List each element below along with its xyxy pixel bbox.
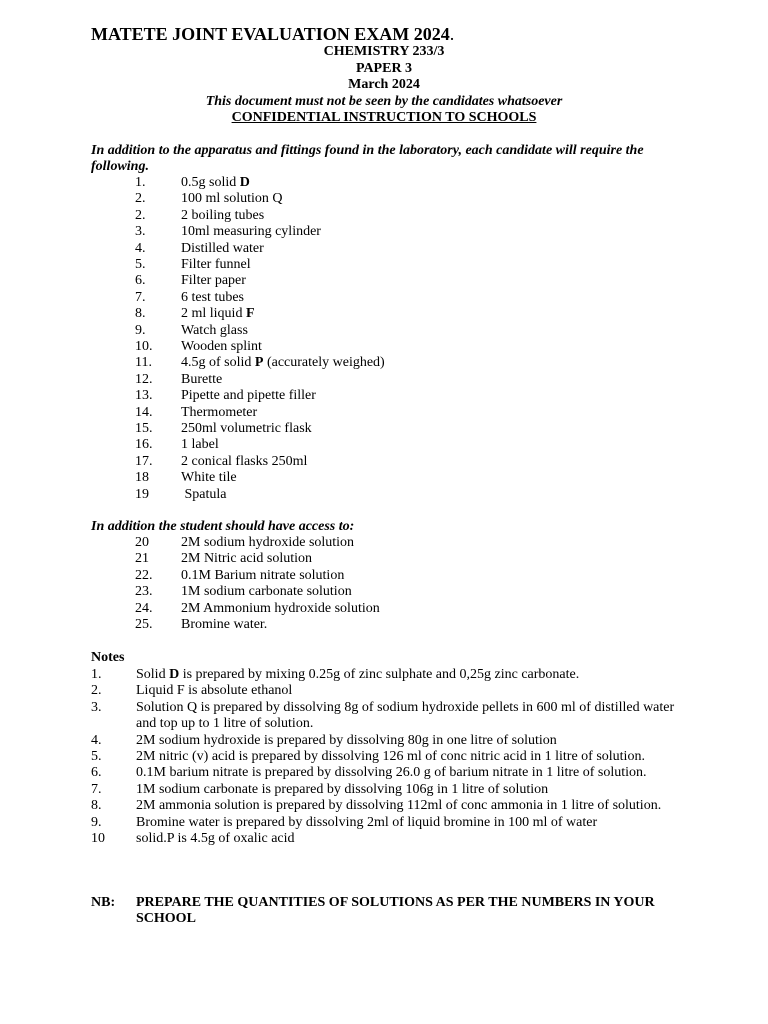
apparatus-item-label: 100 ml solution Q: [181, 191, 283, 207]
access-item-number: 24.: [135, 600, 153, 616]
access-item-text: 2M sodium hydroxide solution: [181, 535, 355, 550]
apparatus-item-label: Distilled water: [181, 240, 264, 256]
apparatus-item-number: 8.: [135, 306, 146, 322]
apparatus-item-code: D: [239, 175, 250, 190]
apparatus-item-number: 16.: [135, 437, 153, 453]
apparatus-item-text: [181, 175, 250, 191]
apparatus-item-text: [181, 208, 264, 224]
access-item-text: 0.1M Barium nitrate solution: [181, 567, 345, 583]
apparatus-item-number: 12.: [135, 371, 153, 387]
apparatus-item-number: 5.: [135, 257, 146, 272]
apparatus-item-code: F: [245, 306, 255, 322]
apparatus-item-code: P: [254, 355, 264, 371]
note-text-main: 0.1M barium nitrate is prepared by dissolving 26.0 g of barium nitrate in 1 litre of solution.: [136, 765, 647, 781]
note-text-code: D: [169, 667, 180, 682]
apparatus-item-number: 2.: [135, 207, 146, 223]
apparatus-item-text: [181, 421, 312, 437]
confidential-heading: CONFIDENTIAL INSTRUCTION TO SCHOOLS: [231, 110, 537, 125]
note-text-main: 2M ammonia solution is prepared by dissolving 112ml of conc ammonia in 1 litre of solution.: [136, 798, 662, 814]
note-number: 9.: [91, 814, 102, 830]
access-item-text: 2M Nitric acid solution: [181, 551, 313, 567]
nb-text: PREPARE THE QUANTITIES OF SOLUTIONS AS PER THE NUMBERS IN YOUR SCHOOL: [136, 895, 655, 927]
apparatus-item-label: 2 conical flasks 250ml: [181, 453, 308, 469]
note-text: [136, 765, 686, 781]
note-number: 5.: [91, 749, 102, 764]
note-text-main: Solid: [136, 667, 170, 682]
note-text-main: Bromine water is prepared by dissolving 2ml of liquid bromine in 100 ml of water: [136, 814, 598, 830]
apparatus-item-number: 4.: [135, 240, 146, 256]
note-text: [136, 798, 686, 814]
note-text-main: Liquid F is absolute ethanol: [136, 683, 293, 699]
apparatus-item-label: 1 label: [181, 437, 219, 453]
apparatus-item-label: 2 ml liquid: [181, 306, 246, 322]
warning-line: This document must not be seen by the candidates whatsoever: [205, 94, 563, 109]
apparatus-item-label: 10ml measuring cylinder: [181, 224, 321, 240]
apparatus-item-label: Burette: [181, 371, 223, 387]
access-item-number: 20: [135, 535, 149, 550]
apparatus-item-number: 10.: [135, 339, 153, 354]
apparatus-item-label: Filter paper: [181, 273, 246, 289]
note-text-main: 2M nitric (v) acid is prepared by dissolving 126 ml of conc nitric acid in 1 litre of solution.: [136, 749, 645, 764]
apparatus-item-label: 0.5g solid: [181, 175, 240, 190]
access-item-text: Bromine water.: [181, 617, 268, 632]
apparatus-item-number: 17.: [135, 453, 153, 469]
date-line: March 2024: [348, 77, 420, 92]
subject-line: CHEMISTRY 233/3: [323, 44, 445, 59]
apparatus-item-text: [181, 241, 264, 257]
nb-label: NB:: [91, 895, 116, 910]
apparatus-item-number: 14.: [135, 404, 153, 420]
apparatus-item-label: 4.5g of solid: [181, 355, 255, 371]
note-text: [136, 667, 686, 683]
note-text: [136, 683, 686, 699]
apparatus-item-text: [181, 437, 219, 453]
apparatus-item-label: Spatula: [181, 486, 227, 502]
access-item-text: 1M sodium carbonate solution: [181, 584, 352, 600]
access-item-number: 25.: [135, 617, 153, 632]
apparatus-item-number: 3.: [135, 224, 146, 240]
note-number: 1.: [91, 667, 102, 682]
apparatus-item-number: 13.: [135, 388, 153, 404]
note-number: 6.: [91, 765, 102, 781]
note-text-suffix: is prepared by mixing 0.25g of zinc sulphate and 0,25g zinc carbonate.: [179, 667, 580, 682]
note-number: 10: [91, 831, 105, 846]
notes-heading: Notes: [91, 650, 125, 665]
note-text: [136, 782, 686, 798]
apparatus-item-text: [181, 388, 316, 404]
note-number: 4.: [91, 732, 102, 748]
apparatus-item-text: [181, 339, 262, 355]
note-text: [136, 749, 686, 765]
apparatus-item-text: [181, 257, 251, 273]
note-text-main: Solution Q is prepared by dissolving 8g of sodium hydroxide pellets in 600 ml of distilled water and top up to 1 litre of solution.: [136, 699, 675, 732]
note-number: 8.: [91, 798, 102, 814]
note-text-main: 1M sodium carbonate is prepared by dissolving 106g in 1 litre of solution: [136, 781, 549, 797]
apparatus-item-text: [181, 191, 283, 207]
paper-line: PAPER 3: [355, 61, 413, 76]
apparatus-item-label: Wooden splint: [181, 339, 262, 354]
note-number: 3.: [91, 699, 102, 715]
exam-title: [91, 23, 454, 45]
note-text-main: solid.P is 4.5g of oxalic acid: [136, 831, 295, 846]
note-text: [136, 700, 686, 733]
apparatus-item-number: 19: [135, 486, 149, 502]
apparatus-item-number: 15.: [135, 421, 153, 436]
apparatus-item-label: White tile: [181, 470, 237, 486]
note-text: [136, 733, 686, 749]
note-number: 7.: [91, 781, 102, 797]
apparatus-item-text: [181, 470, 237, 486]
access-item-number: 22.: [135, 567, 153, 583]
apparatus-item-text: [181, 224, 321, 240]
apparatus-item-label: Pipette and pipette filler: [181, 388, 316, 404]
apparatus-item-text: [181, 454, 307, 470]
apparatus-item-text: [181, 372, 222, 388]
exam-title-text: MATETE JOINT EVALUATION EXAM 2024: [91, 24, 450, 44]
apparatus-item-label: Thermometer: [181, 404, 258, 420]
apparatus-item-text: [181, 405, 257, 421]
apparatus-item-text: [181, 487, 227, 503]
exam-title-dot: .: [449, 24, 455, 44]
access-item-number: 21: [135, 551, 149, 567]
intro-paragraph: In addition to the apparatus and fittings found in the laboratory, each candidate will require the following.: [91, 143, 644, 175]
apparatus-item-number: 2.: [135, 191, 146, 207]
apparatus-item-label: 2 boiling tubes: [181, 207, 265, 223]
apparatus-item-label: Watch glass: [181, 322, 248, 338]
apparatus-item-number: 18: [135, 470, 149, 486]
note-number: 2.: [91, 683, 102, 699]
apparatus-item-label: 250ml volumetric flask: [181, 421, 312, 436]
apparatus-item-number: 1.: [135, 175, 146, 190]
note-text: [136, 815, 686, 831]
apparatus-item-number: 6.: [135, 273, 146, 289]
apparatus-item-number: 7.: [135, 289, 146, 305]
access-heading: In addition the student should have access to:: [91, 519, 355, 534]
note-text-main: 2M sodium hydroxide is prepared by dissolving 80g in one litre of solution: [136, 732, 557, 748]
apparatus-item-suffix: (accurately weighed): [263, 355, 385, 371]
apparatus-item-number: 11.: [135, 355, 152, 371]
apparatus-item-label: 6 test tubes: [181, 289, 244, 305]
apparatus-item-text: [181, 290, 244, 306]
apparatus-item-text: [181, 273, 246, 289]
note-text: [136, 831, 686, 847]
apparatus-item-text: [181, 323, 248, 339]
access-item-text: 2M Ammonium hydroxide solution: [181, 600, 380, 616]
apparatus-item-text: [181, 355, 385, 371]
apparatus-item-text: [181, 306, 255, 322]
apparatus-item-label: Filter funnel: [181, 257, 251, 272]
apparatus-item-number: 9.: [135, 322, 146, 338]
access-item-number: 23.: [135, 584, 153, 600]
